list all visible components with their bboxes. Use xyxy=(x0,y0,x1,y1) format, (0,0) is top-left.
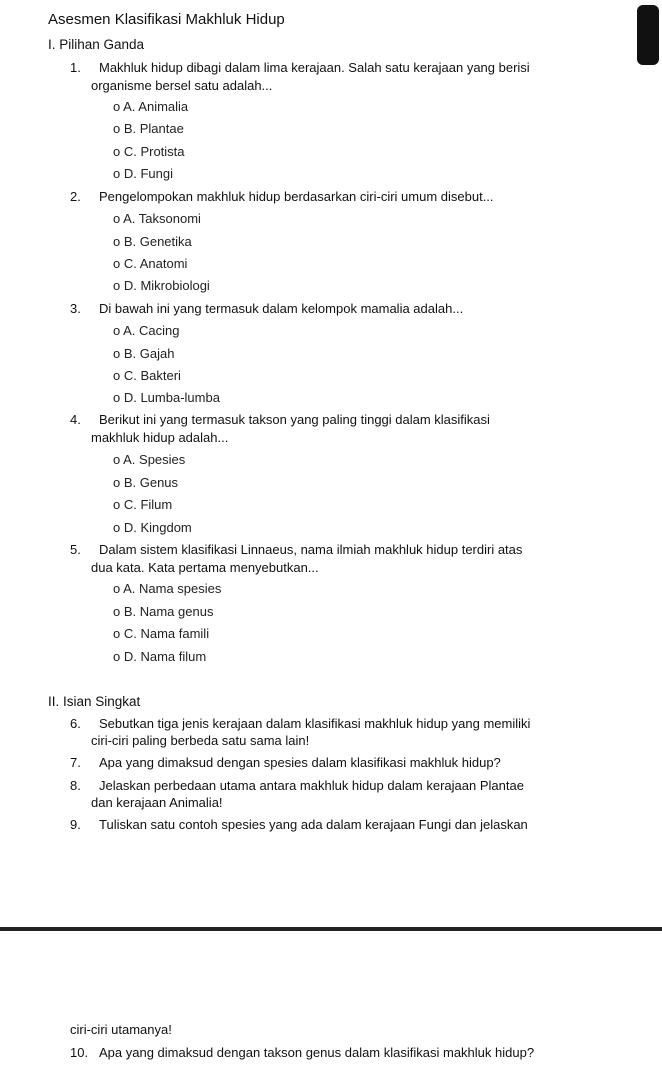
question-number: 6. xyxy=(70,716,81,731)
question-text-cont: dua kata. Kata pertama menyebutkan... xyxy=(91,560,319,575)
option-c[interactable]: o C. Protista xyxy=(113,144,185,159)
option-d[interactable]: o D. Nama filum xyxy=(113,649,207,664)
question-number: 10. xyxy=(70,1045,89,1060)
question-number: 8. xyxy=(70,778,81,793)
option-c[interactable]: o C. Anatomi xyxy=(113,256,188,271)
section-heading-multiple-choice: I. Pilihan Ganda xyxy=(48,37,145,52)
option-a[interactable]: o A. Cacing xyxy=(113,323,180,338)
question-text: Sebutkan tiga jenis kerajaan dalam klasifikasi makhluk hidup yang memiliki xyxy=(99,716,531,731)
option-b[interactable]: o B. Gajah xyxy=(113,346,175,361)
question-text: Tuliskan satu contoh spesies yang ada dalam kerajaan Fungi dan jelaskan xyxy=(99,817,528,832)
option-d[interactable]: o D. Kingdom xyxy=(113,520,192,535)
question-number: 5. xyxy=(70,542,81,557)
question-text: Jelaskan perbedaan utama antara makhluk hidup dalam kerajaan Plantae xyxy=(99,778,524,793)
scroll-handle[interactable] xyxy=(637,5,659,65)
question-text-cont: dan kerajaan Animalia! xyxy=(91,795,223,810)
document-title: Asesmen Klasifikasi Makhluk Hidup xyxy=(48,11,285,28)
question-number: 9. xyxy=(70,817,81,832)
question-text-cont: makhluk hidup adalah... xyxy=(91,430,229,445)
option-a[interactable]: o A. Spesies xyxy=(113,452,186,467)
option-c[interactable]: o C. Nama famili xyxy=(113,626,210,641)
option-b[interactable]: o B. Genetika xyxy=(113,234,192,249)
question-text-cont: organisme bersel satu adalah... xyxy=(91,78,273,93)
option-c[interactable]: o C. Bakteri xyxy=(113,368,181,383)
question-text-cont: ciri-ciri utamanya! xyxy=(70,1022,172,1037)
option-d[interactable]: o D. Fungi xyxy=(113,166,173,181)
question-text: Pengelompokan makhluk hidup berdasarkan ciri-ciri umum disebut... xyxy=(99,189,494,204)
question-text: Apa yang dimaksud dengan takson genus dalam klasifikasi makhluk hidup? xyxy=(99,1045,535,1060)
option-b[interactable]: o B. Nama genus xyxy=(113,604,214,619)
question-number: 4. xyxy=(70,412,81,427)
page-divider xyxy=(0,927,662,931)
question-number: 1. xyxy=(70,60,81,75)
option-a[interactable]: o A. Taksonomi xyxy=(113,211,201,226)
question-number: 7. xyxy=(70,755,81,770)
section-heading-short-answer: II. Isian Singkat xyxy=(48,694,141,709)
option-a[interactable]: o A. Nama spesies xyxy=(113,581,222,596)
question-text: Apa yang dimaksud dengan spesies dalam klasifikasi makhluk hidup? xyxy=(99,755,501,770)
question-text: Makhluk hidup dibagi dalam lima kerajaan. Salah satu kerajaan yang berisi xyxy=(99,60,530,75)
question-number: 2. xyxy=(70,189,81,204)
question-text: Di bawah ini yang termasuk dalam kelompok mamalia adalah... xyxy=(99,301,464,316)
option-c[interactable]: o C. Filum xyxy=(113,497,173,512)
question-text: Berikut ini yang termasuk takson yang paling tinggi dalam klasifikasi xyxy=(99,412,490,427)
option-b[interactable]: o B. Plantae xyxy=(113,121,184,136)
question-text: Dalam sistem klasifikasi Linnaeus, nama ilmiah makhluk hidup terdiri atas xyxy=(99,542,523,557)
question-number: 3. xyxy=(70,301,81,316)
option-d[interactable]: o D. Mikrobiologi xyxy=(113,278,210,293)
option-b[interactable]: o B. Genus xyxy=(113,475,179,490)
question-text-cont: ciri-ciri paling berbeda satu sama lain! xyxy=(91,733,310,748)
option-d[interactable]: o D. Lumba-lumba xyxy=(113,390,220,405)
option-a[interactable]: o A. Animalia xyxy=(113,99,189,114)
